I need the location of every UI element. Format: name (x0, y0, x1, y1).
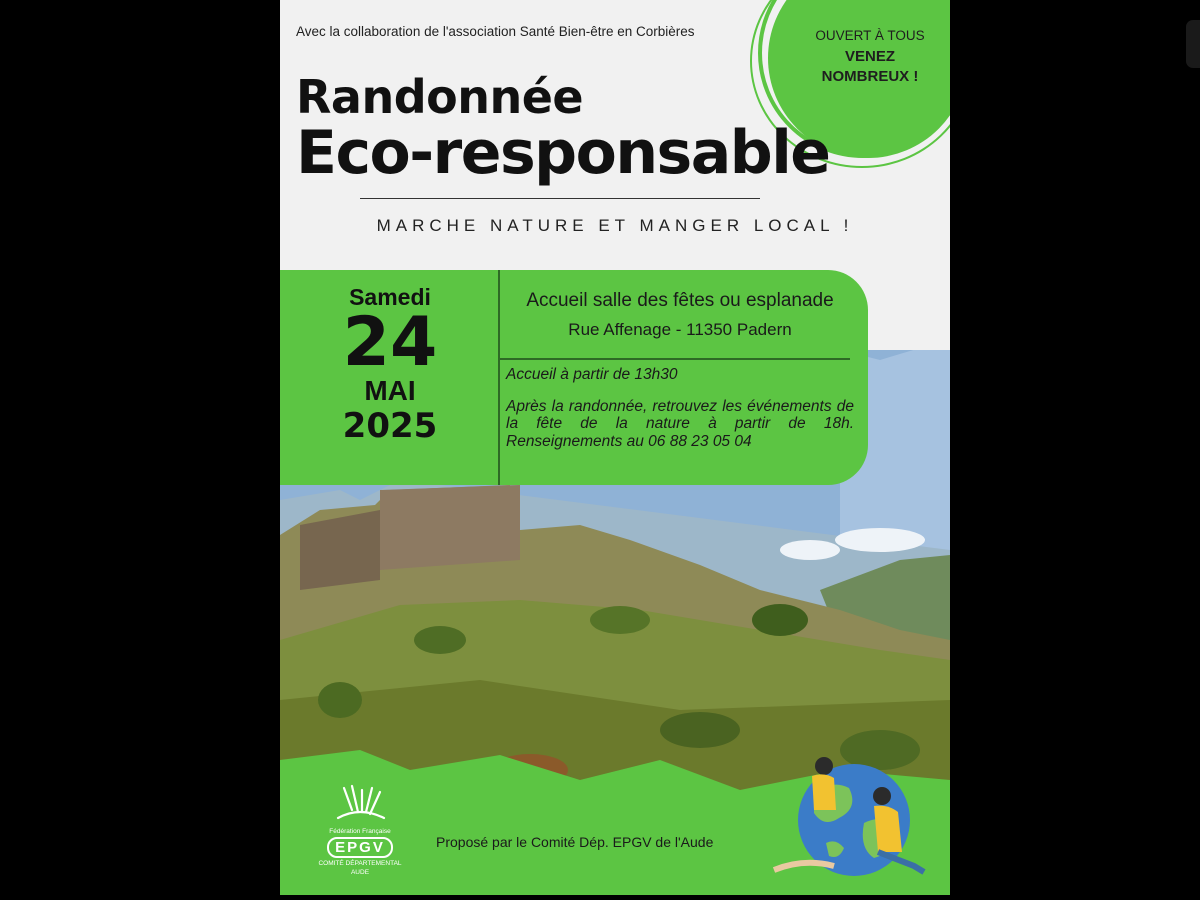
horizontal-divider (500, 358, 850, 360)
footer-proposed-by: Proposé par le Comité Dép. EPGV de l'Aude (436, 834, 714, 850)
title-line-1: Randonnée (296, 70, 584, 124)
logo-aude-text: AUDE (350, 869, 370, 876)
epgv-logo-caption (304, 828, 416, 876)
logo-epgv-text: EPGV (327, 837, 393, 858)
badge-text (790, 28, 950, 86)
collaboration-text: Avec la collaboration de l'association Santé Bien-être en Corbières (296, 24, 695, 39)
badge-line-2a: VENEZ (844, 48, 895, 65)
scrollbar-handle[interactable] (1186, 20, 1200, 68)
venue-line-1: Accueil salle des fêtes ou esplanade (526, 290, 834, 311)
earth-hug-illustration (764, 748, 944, 888)
title-line-2: Eco-responsable (296, 118, 830, 188)
vertical-divider (498, 270, 500, 485)
logo-comite-text: COMITÉ DÉPARTEMENTAL (318, 860, 402, 867)
accueil-time: Accueil à partir de 13h30 (506, 366, 678, 383)
date-month: MAI (364, 374, 416, 406)
date-year: 2025 (342, 406, 438, 447)
logo-federation-text: Fédération Française (329, 828, 391, 835)
event-date (280, 284, 500, 446)
subtitle: MARCHE NATURE ET MANGER LOCAL ! (376, 216, 854, 235)
badge-line-2 (790, 47, 950, 86)
badge-line-2b: NOMBREUX ! (821, 67, 919, 85)
badge-line-1: OUVERT À TOUS (815, 28, 925, 43)
venue-line-2: Rue Affenage - 11350 Padern (568, 320, 792, 339)
date-number: 24 (342, 303, 438, 382)
title-divider (360, 198, 760, 199)
after-hike-info: Après la randonnée, retrouvez les événements de la fête de la nature à partir de 18h. Renseignements au 06 88 23 05 04 (506, 398, 854, 450)
date-day: Samedi (349, 284, 431, 310)
poster (280, 0, 950, 895)
venue (504, 290, 856, 340)
